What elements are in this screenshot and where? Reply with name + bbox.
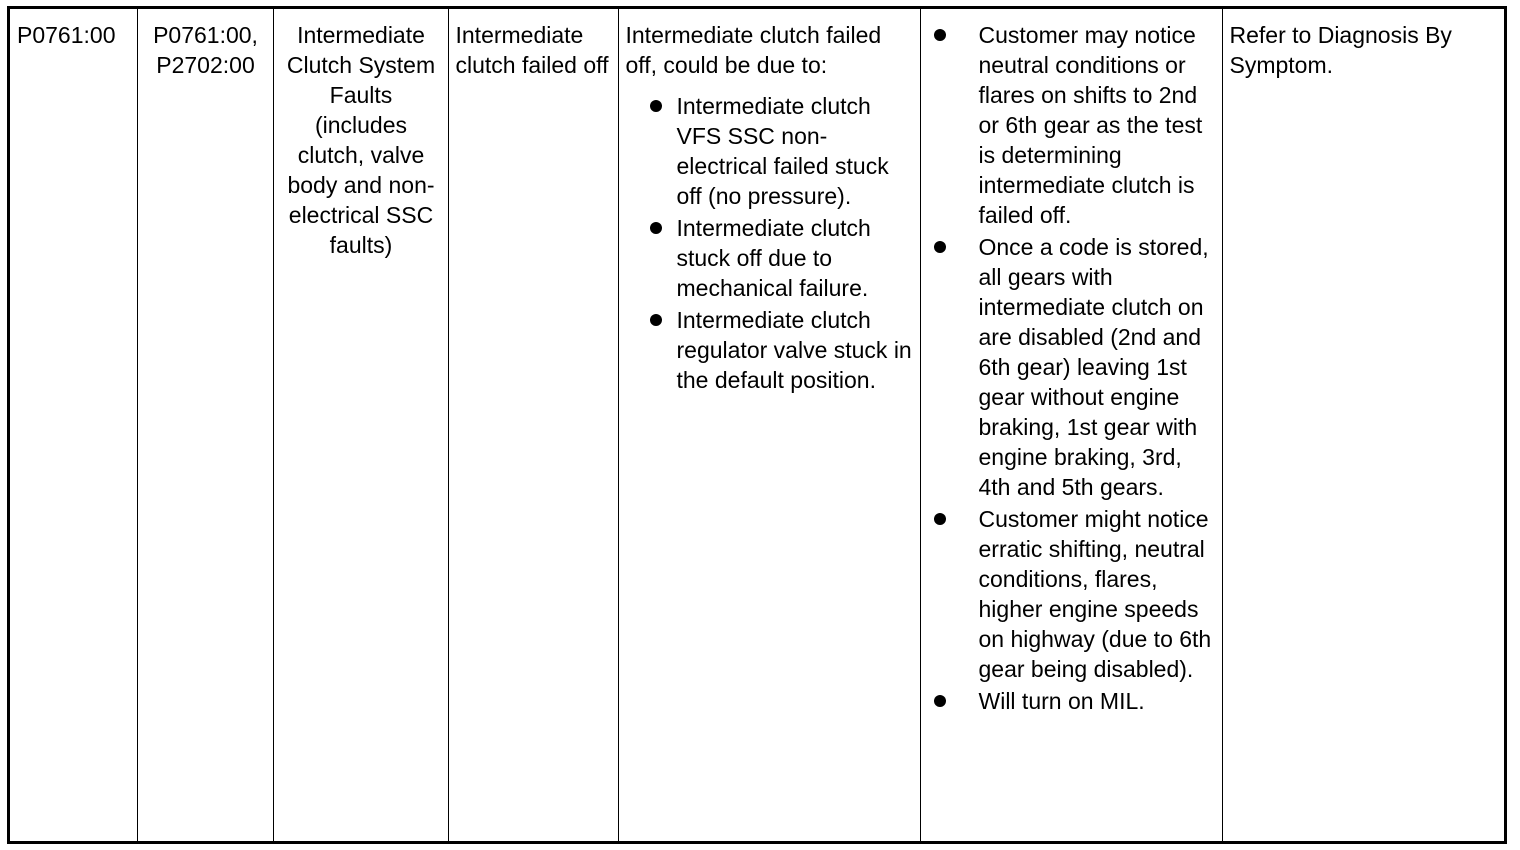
causes-list	[626, 91, 914, 395]
symptom-text: Will turn on MIL.	[978, 688, 1145, 714]
list-item	[928, 504, 1216, 684]
fault-type-cell	[273, 9, 448, 841]
bullet-icon	[650, 222, 662, 234]
bullet-icon	[934, 29, 946, 41]
causes-intro: Intermediate clutch failed off, could be due to:	[625, 22, 882, 78]
symptom-text: Once a code is stored, all gears with intermediate clutch on are disabled (2nd and 6th gear) leaving 1st gear without engine braking, 1st gear with engine braking, 3rd, 4th and 5th gears.	[978, 234, 1209, 500]
list-item	[928, 686, 1216, 716]
condition-text: Intermediate clutch failed off	[455, 22, 609, 78]
cause-text: Intermediate clutch VFS SSC non-electrical failed stuck off (no pressure).	[676, 93, 889, 209]
table-row	[10, 9, 1504, 841]
symptoms-list	[928, 20, 1216, 716]
list-item	[644, 91, 914, 211]
symptom-text: Customer may notice neutral conditions or flares on shifts to 2nd or 6th gear as the test is determining intermediate clutch is failed off.	[978, 22, 1203, 228]
bullet-icon	[650, 100, 662, 112]
bullet-icon	[934, 241, 946, 253]
fault-type: Intermediate Clutch System Faults (includes clutch, valve body and non-electrical SSC faults)	[286, 22, 436, 258]
list-item	[928, 232, 1216, 502]
condition-cell	[448, 9, 618, 841]
related-dtcs: P0761:00, P2702:00	[153, 22, 258, 78]
list-item	[928, 20, 1216, 230]
symptoms-cell	[920, 9, 1222, 841]
list-item	[644, 305, 914, 395]
action-text: Refer to Diagnosis By Symptom.	[1229, 22, 1452, 78]
diagnostic-table	[10, 9, 1504, 841]
bullet-icon	[934, 513, 946, 525]
possible-causes-cell	[618, 9, 920, 841]
dtc-code: P0761:00	[17, 22, 116, 48]
related-dtcs-cell	[137, 9, 273, 841]
action-cell	[1222, 9, 1504, 841]
bullet-icon	[934, 695, 946, 707]
cause-text: Intermediate clutch regulator valve stuck in the default position.	[676, 307, 912, 393]
bullet-icon	[650, 314, 662, 326]
symptom-text: Customer might notice erratic shifting, neutral conditions, flares, higher engine speeds on highway (due to 6th gear being disabled).	[978, 506, 1212, 682]
dtc-cell	[10, 9, 137, 841]
diagnostic-table-frame	[7, 6, 1507, 844]
list-item	[644, 213, 914, 303]
cause-text: Intermediate clutch stuck off due to mechanical failure.	[676, 215, 871, 301]
